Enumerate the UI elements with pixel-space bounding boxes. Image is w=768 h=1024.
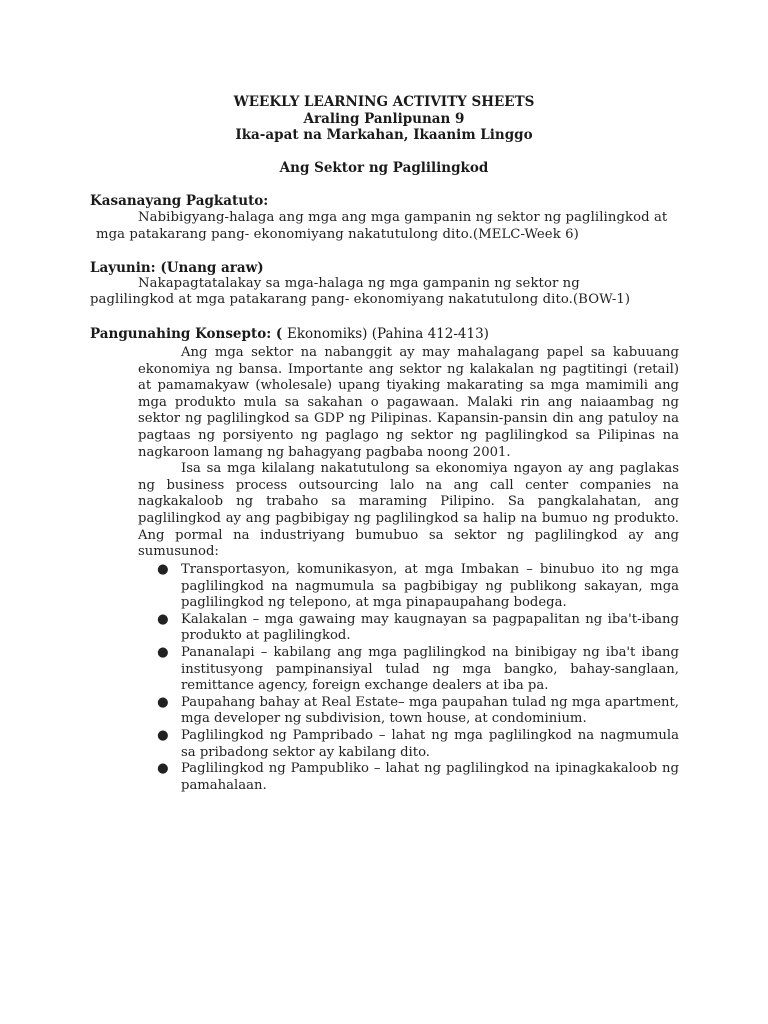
konsepto-label: Pangunahing Konsepto: ( — [90, 326, 283, 342]
list-item — [138, 645, 679, 695]
kasanayan-line-1: Nabibigyang-halaga ang mga ang mga gampanin ng sektor ng paglilingkod at — [138, 210, 668, 225]
paragraph-2: Isa sa mga kilalang nakatutulong sa ekonomiya ngayon ay ang paglakas ng business process outsourcing lalo na ang call center companies na nagkakaloob ng trabaho sa maraming Pilipino. Sa pangkalahatan, ang paglilingkod ay ang pagbibigay ng paglilingkod sa halip na bumuo ng produkto. Ang pormal na industriyang bumubuo sa sektor ng paglilingkod ay ang sumusunod: — [138, 461, 679, 560]
list-item-text: Transportasyon, komunikasyon, at mga Imbakan – binubuo ito ng mga paglilingkod na nagmumula sa pagbibigay ng publikong sakayan, mga paglilingkod ng telepono, at mga pinapaupahang bodega. — [181, 562, 679, 611]
bullet-icon: ● — [157, 694, 169, 710]
konsepto-source: Ekonomiks) (Pahina 412-413) — [286, 326, 489, 342]
bullet-icon: ● — [157, 727, 169, 743]
list-item-text: Kalakalan – mga gawaing may kaugnayan sa pagpapalitan ng iba't-ibang produkto at paglilingkod. — [181, 611, 679, 644]
layunin-line-1: Nakapagtatalakay sa mga-halaga ng mga gampanin ng sektor ng — [138, 276, 580, 291]
list-item-text: Paglilingkod ng Pampubliko – lahat ng paglilingkod na ipinagkakaloob ng pamahalaan. — [181, 761, 679, 793]
subject-heading: Araling Panlipunan 9 — [303, 111, 465, 127]
list-item — [138, 695, 679, 728]
kasanayan-label: Kasanayang Pagkatuto: — [90, 193, 269, 209]
konsepto-heading — [90, 326, 489, 342]
paragraph-1: Ang mga sektor na nabanggit ay may mahalagang papel sa kabuuang ekonomiya ng bansa. Importante ang sektor ng kalakalan ng pagtitingi (retail) at pamamakyaw (wholesale) upang tiyaking makarating sa mga mamimili ang mga produkto mula sa sakahan o pagawaan. Malaki rin ang naiaambag ng sektor ng paglilingkod sa GDP ng Pilipinas. Kapansin-pansin din ang patuloy na pagtaas ng porsiyento ng paglago ng sektor ng paglilingkod sa Pilipinas na nagkaroon lamang ng bahagyang pagbaba noong 2001. — [138, 345, 679, 460]
industry-list — [138, 562, 679, 794]
konsepto-body — [138, 345, 679, 561]
list-item-text: Pananalapi – kabilang ang mga paglilingkod na binibigay ng iba't ibang institusyong pampinansiyal tulad ng mga bangko, bahay-sanglaan, remittance agency, foreign exchange dealers at iba pa. — [181, 644, 679, 694]
lesson-title: Ang Sektor ng Paglilingkod — [279, 160, 489, 176]
quarter-heading: Ika-apat na Markahan, Ikaanim Linggo — [235, 127, 533, 143]
list-item — [138, 728, 679, 761]
list-item-text: Paupahang bahay at Real Estate– mga paupahan tulad ng mga apartment, mga developer ng subdivision, town house, at condominium. — [181, 694, 679, 727]
bullet-icon: ● — [157, 644, 169, 660]
list-item — [138, 761, 679, 794]
layunin-label: Layunin: (Unang araw) — [90, 260, 264, 276]
bullet-icon: ● — [157, 761, 169, 777]
bullet-icon: ● — [157, 562, 169, 577]
list-item-text: Paglilingkod ng Pampribado – lahat ng mga paglilingkod na nagmumula sa pribadong sektor ay kabilang dito. — [181, 727, 679, 760]
sheet-heading: WEEKLY LEARNING ACTIVITY SHEETS — [233, 94, 535, 110]
list-item — [138, 562, 679, 612]
kasanayan-line-2: mga patakarang pang- ekonomiyang nakatutulong dito.(MELC-Week 6) — [96, 227, 579, 242]
list-item — [138, 612, 679, 645]
layunin-line-2: paglilingkod at mga patakarang pang- ekonomiyang nakatutulong dito.(BOW-1) — [90, 292, 631, 307]
bullet-icon: ● — [157, 611, 169, 627]
